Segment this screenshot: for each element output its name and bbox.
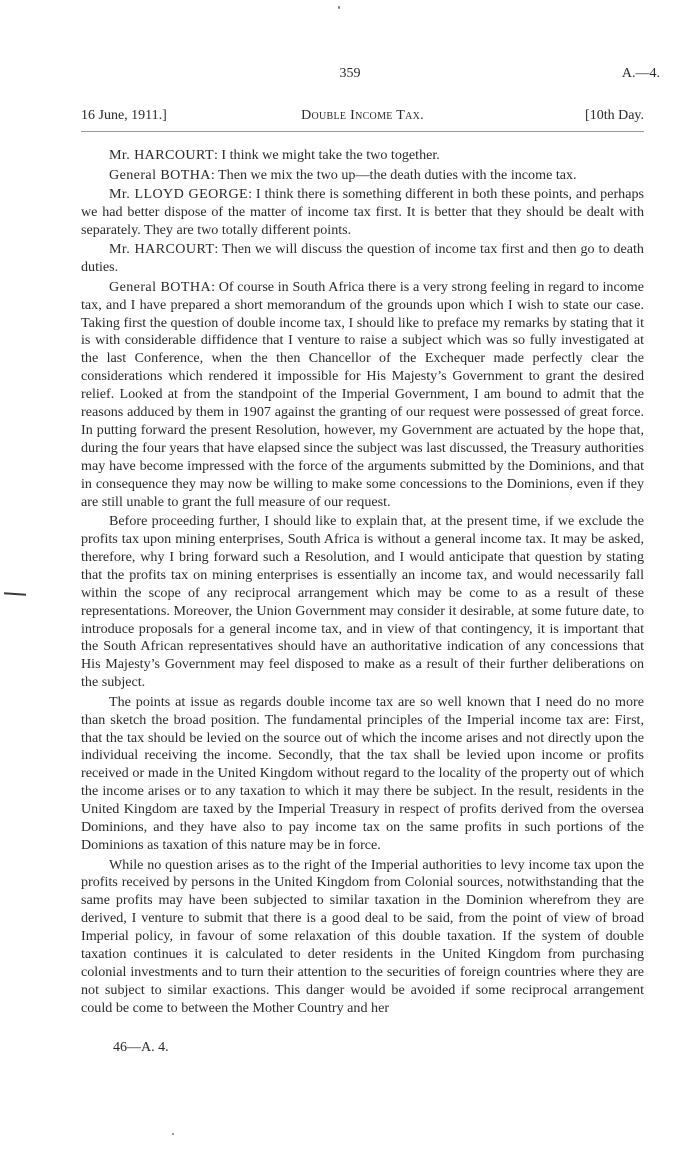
paragraph-text: : I think we might take the two together. [213, 147, 440, 163]
speaker-name: Mr. HARCOURT [109, 241, 215, 258]
scan-fleck [172, 1133, 174, 1135]
paragraph [81, 279, 644, 512]
paragraph-text: : Then we will discuss the question of income tax first and then go to death duties. [81, 241, 644, 276]
paragraph-text: : Then we mix the two up—the death duties with the income tax. [210, 166, 577, 183]
paragraph-text: : Of course in South Africa there is a very strong feeling in regard to income tax, and I have prepared a short memorandum of the grounds upon which I wish to state our case. Taking first the question of double income tax, I should like to preface my remarks by stating that it is with considerable diffidence that I venture to raise a subject which was so fully investigated at the last Conference, when the then Chancellor of the Exchequer made perfectly clear the considerations which rendered it impossible for His Majesty’s Government to grant the desired relief. Looked at from the standpoint of the Imperial Government, I am bound to admit that the reasons adduced by them in 1907 against the granting of our request were possessed of great force. In putting forward the present Resolution, however, my Government are actuated by the hope that, during the four years that have elapsed since the subject was last discussed, the Treasury authorities may have become impressed with the force of the arguments submitted by the Dominions, and that in consequence they may now be willing to make some concessions to the Dominions, even if they are still unable to grant the full measure of our request. [81, 278, 644, 510]
paragraph-text: Before proceeding further, I should like to explain that, at the present time, if we exclude the profits tax upon mining enterprises, South Africa is without a general income tax. It may be asked, therefore, why I bring forward such a Resolution, and I would anticipate that question by stating that the profits tax on mining enterprises is essentially an income tax, and would necessarily fall within the scope of any reciprocal arrangement which may be come to as a result of these representations. Moreover, the Union Government may consider it desirable, at some future date, to introduce proposals for a general income tax, and in view of that contingency, it is important that the South African representatives should have an authoritative indication of any concessions that His Majesty’s Government may feel disposed to make as a result of their further deliberations on the subject. [81, 513, 644, 691]
speaker-name: General BOTHA [109, 166, 211, 183]
scan-fleck [338, 6, 340, 9]
page-reference: A.—4. [621, 66, 660, 81]
page-number: 359 [339, 66, 361, 81]
header-rule [81, 131, 644, 132]
paragraph [81, 167, 644, 185]
speaker-name: General BOTHA [109, 278, 212, 295]
speaker-name: Mr. LLOYD GEORGE [109, 186, 249, 202]
margin-mark [4, 592, 26, 596]
paragraph [81, 694, 644, 855]
paragraph-text: While no question arises as to the right of the Imperial authorities to levy income tax upon the profits received by persons in the United Kingdom from Colonial sources, notwithstanding that the same profits may have been subjected to similar taxation in the Dominion wherefrom they are derived, I venture to submit that there is a good deal to be said, from the point of view of broad Imperial policy, in favour of some relaxation of this double taxation. If the system of double taxation continues it is calculated to deter residents in the United Kingdom from purchasing colonial investments and to turn their attention to the securities of foreign countries where they are not subject to similar exactions. This danger would be avoided if some reciprocal arrangement could be come to between the Mother Country and her [81, 856, 644, 1016]
signature-mark: 46—A. 4. [113, 1040, 169, 1055]
header-day: [10th Day. [585, 108, 644, 123]
paragraph [81, 186, 644, 240]
paragraph [81, 513, 644, 692]
speaker-name: Mr. HARCOURT [109, 147, 214, 163]
paragraph-text: The points at issue as regards double income tax are so well known that I need do no more than sketch the broad position. The fundamental principles of the Imperial income tax are: First, that the tax should be levied on the source out of which the income arises and not directly upon the individual receiving the income. Secondly, that the tax shall be levied upon income or profits received or made in the United Kingdom without regard to the locality of the property out of which the income arises or to any taxation to which it may there be subject. In the result, residents in the United Kingdom are taxed by the Imperial Treasury in respect of profits derived from the oversea Dominions, and they have also to pay income tax on the same profits in such portions of the Dominions as taxation of this nature may be in force. [81, 693, 644, 853]
paragraph-text: : I think there is something different in both these points, and perhaps we had better dispose of the matter of income tax first. It is better that they should be dealt with separately. They are two totally different points. [81, 186, 644, 238]
paragraph [81, 147, 644, 165]
body-text [81, 147, 644, 1019]
header-date: 16 June, 1911.] [81, 108, 167, 123]
paragraph [81, 857, 644, 1018]
paragraph [81, 241, 644, 277]
header-title: Double Income Tax. [301, 108, 424, 123]
